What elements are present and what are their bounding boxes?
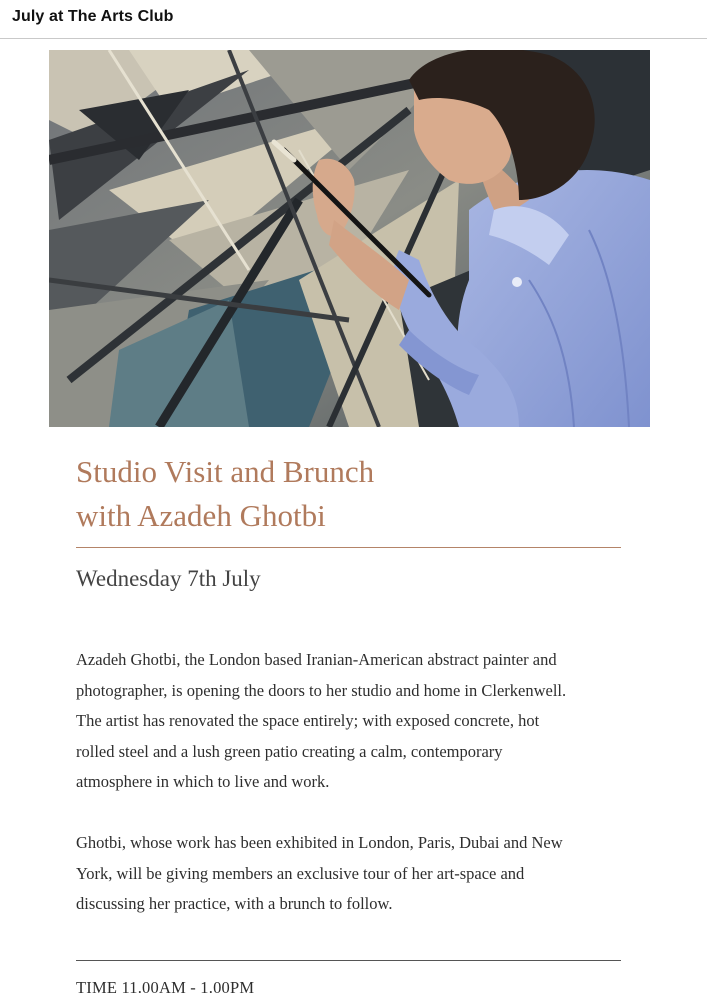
paragraph-line: atmosphere in which to live and work. bbox=[76, 772, 330, 791]
event-title-line: with Azadeh Ghotbi bbox=[76, 498, 326, 533]
paragraph-line: The artist has renovated the space entirely; with exposed concrete, hot bbox=[76, 711, 540, 730]
paragraph-line: photographer, is opening the doors to her studio and home in Clerkenwell. bbox=[76, 680, 567, 700]
paragraph-line: Ghotbi, whose work has been exhibited in London, Paris, Dubai and New bbox=[76, 833, 563, 852]
email-header-bar bbox=[0, 0, 707, 39]
event-title-line: Studio Visit and Brunch bbox=[76, 454, 375, 489]
event-description-paragraph bbox=[76, 828, 636, 920]
event-title bbox=[76, 450, 636, 538]
event-description-paragraph bbox=[76, 645, 636, 798]
email-subject: July at The Arts Club bbox=[12, 8, 174, 25]
event-date: Wednesday 7th July bbox=[76, 566, 261, 591]
paragraph-line: York, will be giving members an exclusive tour of her art-space and bbox=[76, 863, 525, 883]
paragraph-line: discussing her practice, with a brunch to follow. bbox=[76, 894, 393, 913]
title-divider bbox=[76, 547, 621, 548]
event-time: TIME 11.00AM - 1.00PM bbox=[76, 978, 255, 997]
details-divider bbox=[76, 960, 621, 961]
paragraph-line: Azadeh Ghotbi, the London based Iranian-American abstract painter and bbox=[76, 650, 557, 669]
paragraph-line: rolled steel and a lush green patio creating a calm, contemporary bbox=[76, 741, 503, 761]
hero-image bbox=[49, 50, 650, 427]
